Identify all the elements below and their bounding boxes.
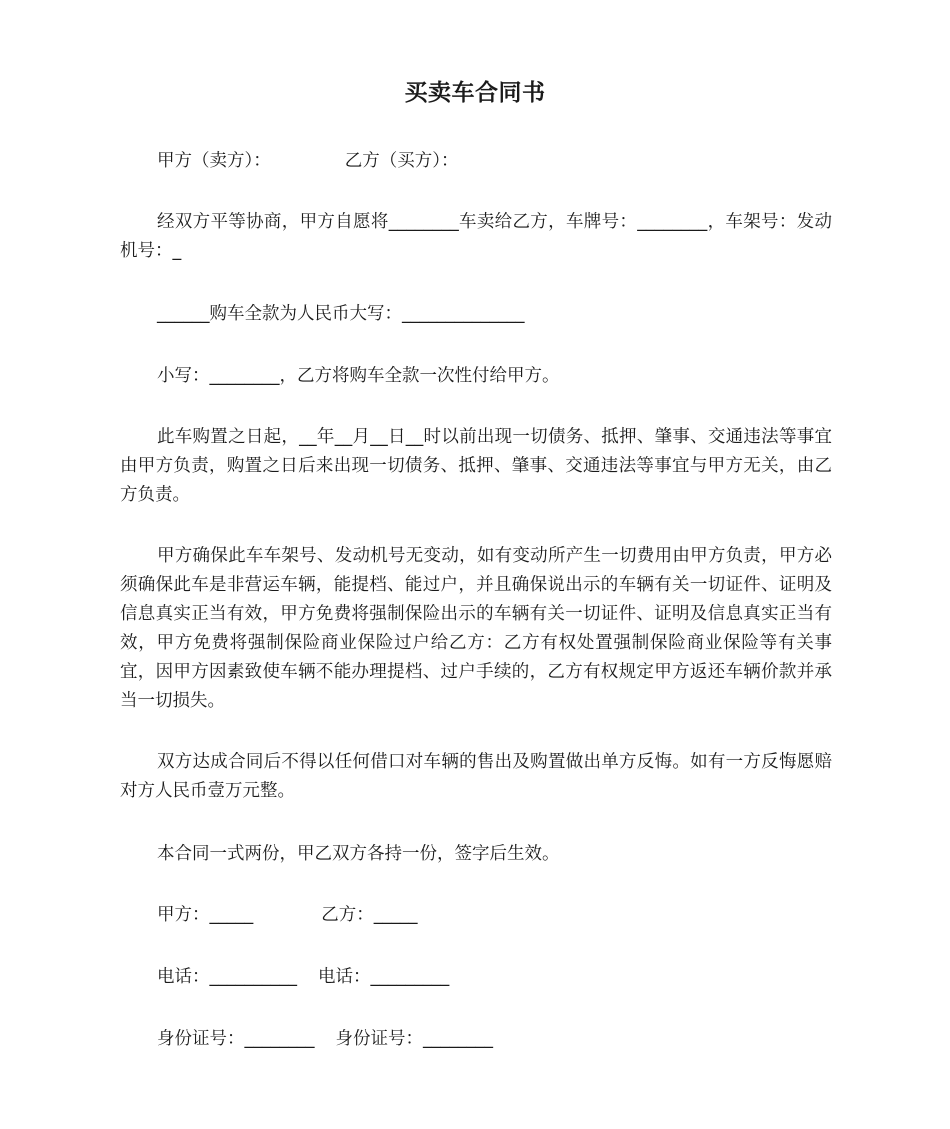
buyer-label: 乙方（买方）： (344, 151, 459, 171)
party-a-phone: 电话：__________ (157, 967, 297, 987)
document-title: 买卖车合同书 (404, 80, 546, 106)
signature-line (157, 901, 418, 930)
party-b-signature: 乙方：_____ (321, 905, 418, 925)
party-b-id: 身份证号：________ (335, 1029, 493, 1049)
party-a-signature: 甲方：_____ (157, 905, 254, 925)
seller-label: 甲方（卖方）： (157, 151, 271, 171)
paragraph-price-lowercase: 小写：________，乙方将购车全款一次性付给甲方。 (157, 366, 560, 386)
parties-line (157, 147, 459, 176)
paragraph-price-uppercase: ______购车全款为人民币大写：______________ (157, 304, 525, 324)
paragraph-liability: 此车购置之日起，__年__月__日__时以前出现一切债务、抵押、肇事、交通违法等事宜由甲方负责，购置之日后来出现一切债务、抵押、肇事、交通违法等事宜与甲方无关，由乙方负责。 (120, 427, 832, 505)
paragraph-transfer: 经双方平等协商，甲方自愿将________车卖给乙方，车牌号：________，车架号：发动机号：_ (120, 212, 832, 261)
id-line (157, 1025, 493, 1054)
phone-line (157, 963, 449, 992)
paragraph-breach: 双方达成合同后不得以任何借口对车辆的售出及购置做出单方反悔。如有一方反悔愿赔对方人民币壹万元整。 (120, 752, 832, 801)
party-b-phone: 电话：_________ (318, 967, 450, 987)
paragraph-copies: 本合同一式两份，甲乙双方各持一份，签字后生效。 (157, 844, 560, 864)
party-a-id: 身份证号：________ (157, 1029, 315, 1049)
paragraph-guarantee: 甲方确保此车车架号、发动机号无变动，如有变动所产生一切费用由甲方负责，甲方必须确保此车是非营运车辆，能提档、能过户，并且确保说出示的车辆有关一切证件、证明及信息真实正当有效，甲方免费将强制保险出示的车辆有关一切证件、证明及信息真实正当有效，甲方免费将强制保险商业保险过户给乙方：乙方有权处置强制保险商业保险等有关事宜，因甲方因素致使车辆不能办理提档、过户手续的，乙方有权规定甲方返还车辆价款并承当一切损失。 (120, 546, 832, 711)
